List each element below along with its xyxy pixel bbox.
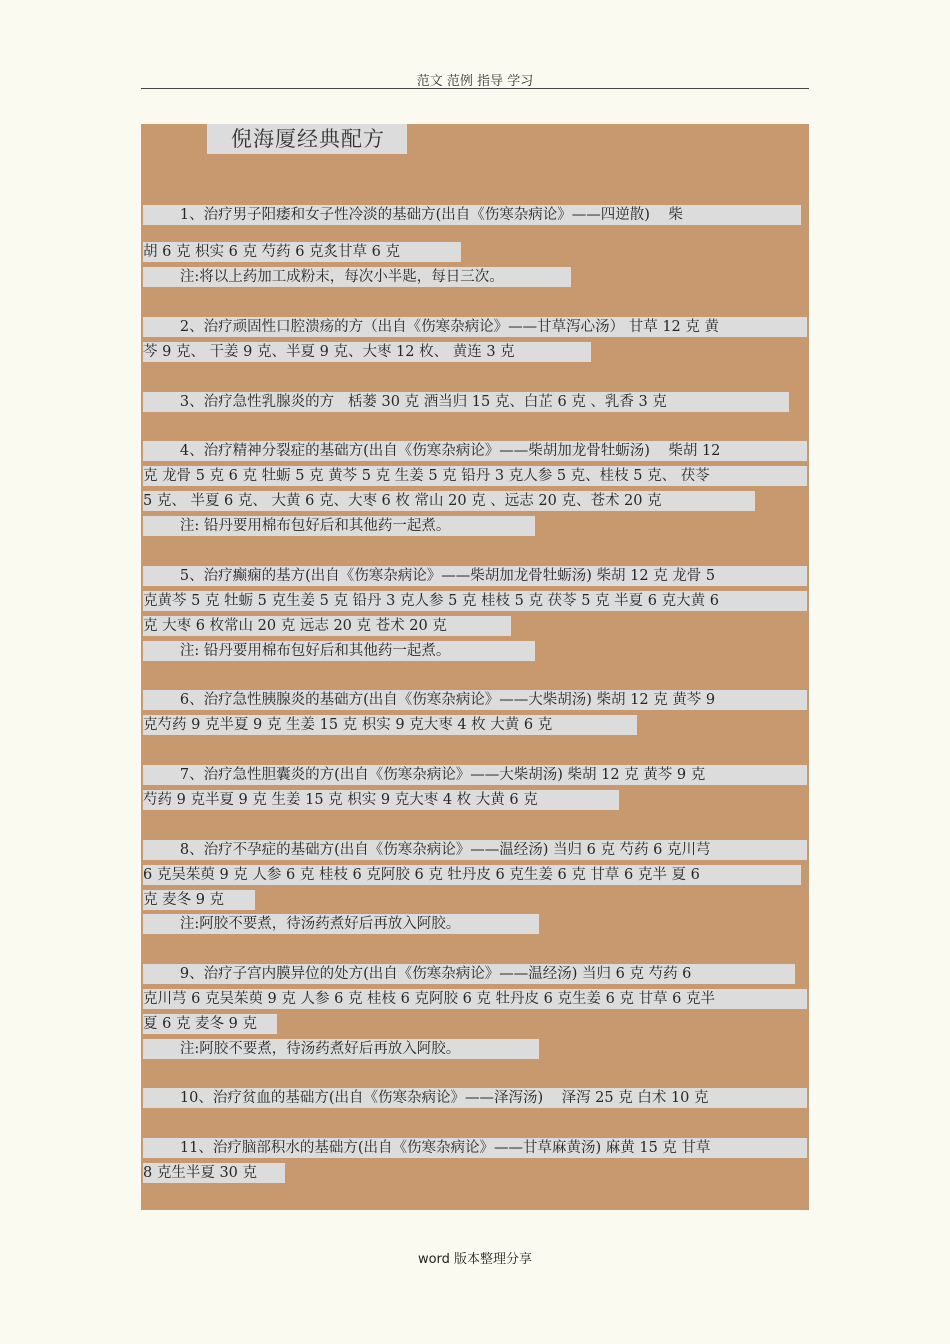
- text-line: 克芍药 9 克半夏 9 克 生姜 15 克 枳实 9 克大枣 4 枚 大黄 6 克: [143, 715, 637, 735]
- text-line: 克 大枣 6 枚常山 20 克 远志 20 克 苍术 20 克: [143, 616, 511, 636]
- text-line: 夏 6 克 麦冬 9 克: [143, 1014, 277, 1034]
- text-line: 5 克、 半夏 6 克、 大黄 6 克、大枣 6 枚 常山 20 克 、远志 20 克、苍术 20 克: [143, 491, 755, 511]
- text-line: 注:将以上药加工成粉末，每次小半匙，每日三次。: [143, 267, 571, 287]
- text-line: 5、治疗癫痫的基方(出自《伤寒杂病论》——柴胡加龙骨牡蛎汤) 柴胡 12 克 龙骨 5: [143, 566, 807, 586]
- content-box: [141, 124, 809, 1210]
- text-line: 9、治疗子宫内膜异位的处方(出自《伤寒杂病论》——温经汤) 当归 6 克 芍药 6: [143, 964, 795, 984]
- text-line: 6 克吴茱萸 9 克 人参 6 克 桂枝 6 克阿胶 6 克 牡丹皮 6 克生姜 6 克 甘草 6 克半 夏 6: [143, 865, 801, 885]
- text-line: 克黄芩 5 克 牡蛎 5 克生姜 5 克 铅丹 3 克人参 5 克 桂枝 5 克 茯苓 5 克 半夏 6 克大黄 6: [143, 591, 807, 611]
- text-line: 11、治疗脑部积水的基础方(出自《伤寒杂病论》——甘草麻黄汤) 麻黄 15 克 甘草: [143, 1138, 807, 1158]
- page-footer: word 版本整理分享: [417, 1252, 533, 1267]
- text-line: 注: 铅丹要用棉布包好后和其他药一起煮。: [143, 516, 535, 536]
- text-line: 10、治疗贫血的基础方(出自《伤寒杂病论》——泽泻汤) 泽泻 25 克 白术 10 克: [143, 1088, 807, 1108]
- text-line: 4、治疗精神分裂症的基础方(出自《伤寒杂病论》——柴胡加龙骨牡蛎汤) 柴胡 12: [143, 441, 807, 461]
- text-line: 1、治疗男子阳痿和女子性冷淡的基础方(出自《伤寒杂病论》——四逆散) 柴: [143, 205, 801, 225]
- text-line: 7、治疗急性胆囊炎的方(出自《伤寒杂病论》——大柴胡汤) 柴胡 12 克 黄芩 9 克: [143, 765, 807, 785]
- text-line: 芍药 9 克半夏 9 克 生姜 15 克 枳实 9 克大枣 4 枚 大黄 6 克: [143, 790, 619, 810]
- text-line: 注:阿胶不要煮，待汤药煮好后再放入阿胶。: [143, 1039, 539, 1059]
- document-title: 倪海厦经典配方: [207, 124, 407, 154]
- text-line: 克川芎 6 克吴茱萸 9 克 人参 6 克 桂枝 6 克阿胶 6 克 牡丹皮 6 克生姜 6 克 甘草 6 克半: [143, 989, 807, 1009]
- page-header: 范文 范例 指导 学习: [416, 74, 534, 89]
- text-line: 2、治疗顽固性口腔溃疡的方（出自《伤寒杂病论》——甘草泻心汤） 甘草 12 克 黄: [143, 317, 807, 337]
- text-line: 8 克生半夏 30 克: [143, 1163, 285, 1183]
- text-line: 胡 6 克 枳实 6 克 芍药 6 克炙甘草 6 克: [143, 242, 461, 262]
- text-line: 6、治疗急性胰腺炎的基础方(出自《伤寒杂病论》——大柴胡汤) 柴胡 12 克 黄芩 9: [143, 690, 807, 710]
- text-line: 克 龙骨 5 克 6 克 牡蛎 5 克 黄芩 5 克 生姜 5 克 铅丹 3 克人参 5 克、桂枝 5 克、 茯苓: [143, 466, 807, 486]
- text-line: 8、治疗不孕症的基础方(出自《伤寒杂病论》——温经汤) 当归 6 克 芍药 6 克川芎: [143, 840, 807, 860]
- header-divider: [141, 88, 809, 89]
- text-line: 注:阿胶不要煮，待汤药煮好后再放入阿胶。: [143, 914, 539, 934]
- text-line: 克 麦冬 9 克: [143, 890, 255, 910]
- text-line: 芩 9 克、 干姜 9 克、半夏 9 克、大枣 12 枚、 黄连 3 克: [143, 342, 591, 362]
- text-line: 3、治疗急性乳腺炎的方 栝蒌 30 克 酒当归 15 克、白芷 6 克 、乳香 3 克: [143, 392, 789, 412]
- text-line: 注: 铅丹要用棉布包好后和其他药一起煮。: [143, 641, 535, 661]
